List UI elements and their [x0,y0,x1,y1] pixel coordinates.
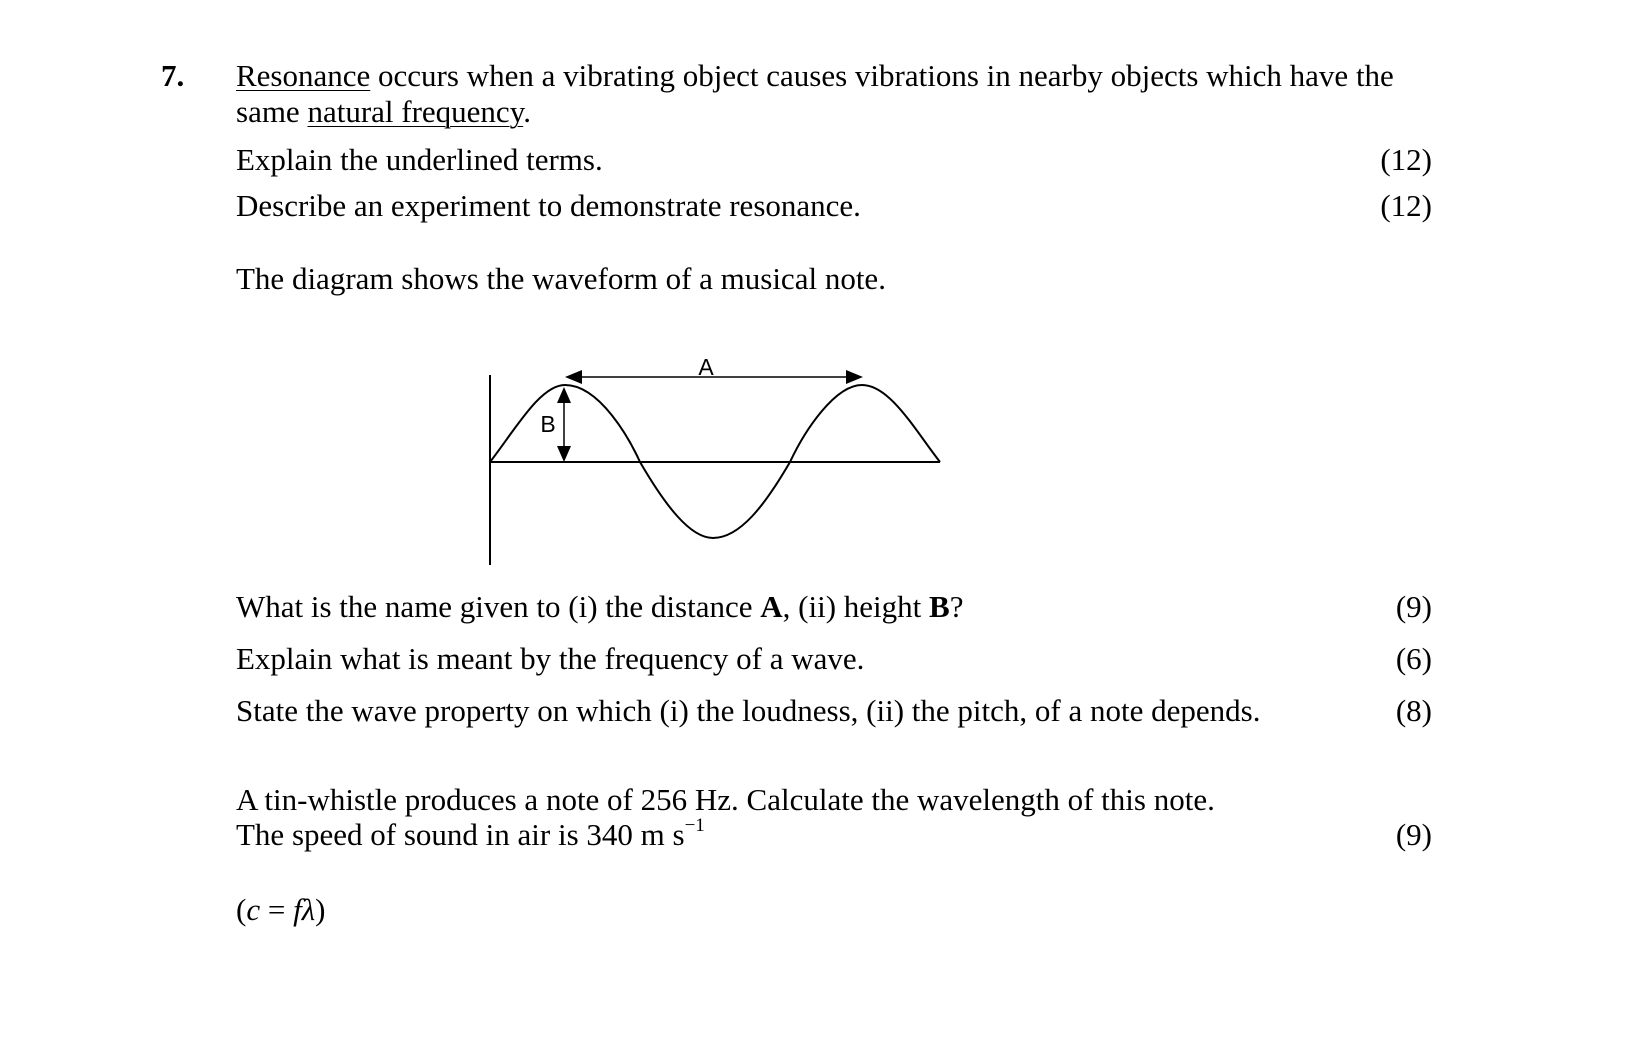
marks-frequency: (6) [1395,641,1432,676]
formula [236,894,325,925]
intro-text-1: occurs when a vibrating object causes vibrations in nearby objects which have the [370,58,1394,93]
diagram-caption: The diagram shows the waveform of a musical note. [236,261,886,296]
formula-close: ) [315,892,326,927]
marks-calc: (9) [1395,817,1432,852]
question-frequency: Explain what is meant by the frequency of a wave. [236,641,865,676]
question-name-text-2: , (ii) height [782,589,929,624]
marks-explain-terms: (12) [1380,142,1432,177]
formula-c: c [246,892,261,927]
arrow-b-top-head [557,387,571,403]
label-a: A [698,354,714,380]
question-name-text-3: ? [949,589,964,624]
arrow-b-bottom-head [557,446,571,462]
question-calc-text-2: The speed of sound in air is 340 m s [236,817,685,852]
marks-describe-experiment: (12) [1380,188,1432,223]
unit-exponent: −1 [684,815,705,836]
question-number: 7. [161,58,185,93]
question-property: State the wave property on which (i) the loudness, (ii) the pitch, of a note depends. [236,693,1261,728]
formula-f: f [293,892,302,927]
arrow-a-left-head [565,370,582,384]
formula-open: ( [236,892,247,927]
arrow-a-right-head [846,370,863,384]
part-describe-experiment: Describe an experiment to demonstrate resonance. [236,188,861,223]
term-resonance: Resonance [236,58,371,93]
intro-text-2: same [236,94,308,129]
formula-eq: = [260,892,294,927]
question-calc-line-1: A tin-whistle produces a note of 256 Hz. Calculate the wavelength of this note. [236,782,1215,817]
question-name-ab [236,591,963,622]
term-natural-frequency: natural frequency [307,94,524,129]
label-b: B [540,411,556,437]
bold-a: A [760,589,783,624]
question-calc-line-2 [236,815,705,852]
marks-property: (8) [1395,693,1432,728]
intro-text-3: . [523,94,531,129]
bold-b: B [929,589,950,624]
marks-name-ab: (9) [1395,589,1432,624]
part-explain-terms: Explain the underlined terms. [236,142,603,177]
formula-lambda: λ [301,892,316,927]
question-name-text-1: What is the name given to (i) the distance [236,589,761,624]
